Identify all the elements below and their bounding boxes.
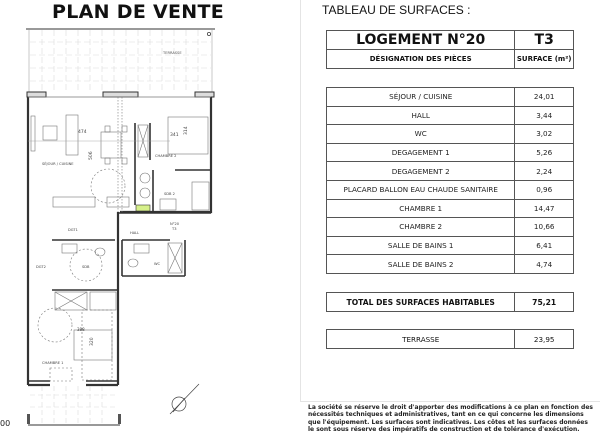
table-row bbox=[327, 236, 574, 255]
label-logement: N°20 bbox=[170, 222, 180, 226]
compass-icon bbox=[170, 384, 199, 414]
terrace-top bbox=[26, 29, 215, 92]
label-chambre2: CHAMBRE 2 bbox=[155, 154, 177, 158]
table-row bbox=[327, 255, 574, 274]
surface-cell: 10,66 bbox=[515, 218, 574, 237]
surface-header: SURFACE (m²) bbox=[515, 50, 574, 69]
dim-506: 506 bbox=[89, 151, 94, 160]
surface-cell: 2,24 bbox=[515, 162, 574, 181]
piece-cell: SÉJOUR / CUISINE bbox=[327, 88, 515, 107]
label-type: T3 bbox=[172, 227, 177, 231]
label-dgt2: DGT2 bbox=[36, 265, 46, 269]
table-row bbox=[327, 125, 574, 144]
table-heading: TABLEAU DE SURFACES : bbox=[322, 3, 471, 17]
dim-388: 388 bbox=[77, 327, 85, 332]
piece-cell: HALL bbox=[327, 106, 515, 125]
dim-474: 474 bbox=[78, 130, 87, 135]
label-sejour: SÉJOUR / CUISINE bbox=[42, 162, 74, 166]
header-table bbox=[326, 30, 574, 69]
piece-cell: DEGAGEMENT 1 bbox=[327, 143, 515, 162]
logement-cell: LOGEMENT N°20 bbox=[327, 31, 515, 50]
surface-cell: 0,96 bbox=[515, 180, 574, 199]
type-cell: T3 bbox=[515, 31, 574, 50]
table-row bbox=[327, 143, 574, 162]
surfaces-table bbox=[326, 87, 574, 274]
dim-314: 314 bbox=[184, 126, 189, 135]
surface-cell: 6,41 bbox=[515, 236, 574, 255]
surface-cell: 5,26 bbox=[515, 143, 574, 162]
piece-cell: CHAMBRE 1 bbox=[327, 199, 515, 218]
surface-cell: 14,47 bbox=[515, 199, 574, 218]
terrace-bottom bbox=[27, 386, 121, 425]
piece-cell: DEGAGEMENT 2 bbox=[327, 162, 515, 181]
terrasse-label: TERRASSE bbox=[327, 330, 515, 349]
table-row bbox=[327, 88, 574, 107]
surface-cell: 3,02 bbox=[515, 125, 574, 144]
terrasse-value: 23,95 bbox=[515, 330, 574, 349]
vertical-divider bbox=[300, 0, 301, 402]
designation-header: DÉSIGNATION DES PIÈCES bbox=[327, 50, 515, 69]
piece-cell: SALLE DE BAINS 2 bbox=[327, 255, 515, 274]
label-dgt1: DGT1 bbox=[68, 228, 78, 232]
total-value: 75,21 bbox=[515, 293, 574, 312]
label-hall: HALL bbox=[130, 231, 140, 235]
table-row bbox=[327, 106, 574, 125]
scale-text: 00 bbox=[0, 419, 11, 428]
table-row bbox=[327, 218, 574, 237]
table-row bbox=[327, 199, 574, 218]
label-chambre1: CHAMBRE 1 bbox=[42, 361, 64, 365]
surface-cell: 4,74 bbox=[515, 255, 574, 274]
piece-cell: PLACARD BALLON EAU CHAUDE SANITAIRE bbox=[327, 180, 515, 199]
plan-title: PLAN DE VENTE bbox=[52, 1, 225, 23]
piece-cell: CHAMBRE 2 bbox=[327, 218, 515, 237]
label-sdb2: SDB 2 bbox=[164, 192, 175, 196]
surface-cell: 24,01 bbox=[515, 88, 574, 107]
total-label: TOTAL DES SURFACES HABITABLES bbox=[327, 293, 515, 312]
dim-320: 320 bbox=[90, 337, 95, 346]
disclaimer: La société se réserve le droit d'apporter des modifications à ce plan en fonction des nécessités techniques et administratives, tant en ce qui concerne les dimensions que l'équipement. Les surfaces sont indicatives. Les côtes et les surfaces données le sont sous réserve des impératifs de construction et de tolérance d'exécution. bbox=[308, 404, 593, 434]
dim-341: 341 bbox=[170, 133, 179, 138]
table-row bbox=[327, 162, 574, 181]
horizontal-divider bbox=[300, 401, 600, 402]
total-table bbox=[326, 292, 574, 312]
terrasse-table bbox=[326, 329, 574, 349]
table-row bbox=[327, 180, 574, 199]
label-sdb: SDB bbox=[82, 265, 90, 269]
piece-cell: WC bbox=[327, 125, 515, 144]
label-terrasse: TERRASSE bbox=[163, 51, 182, 55]
surface-cell: 3,44 bbox=[515, 106, 574, 125]
label-wc: WC bbox=[154, 262, 161, 266]
piece-cell: SALLE DE BAINS 1 bbox=[327, 236, 515, 255]
